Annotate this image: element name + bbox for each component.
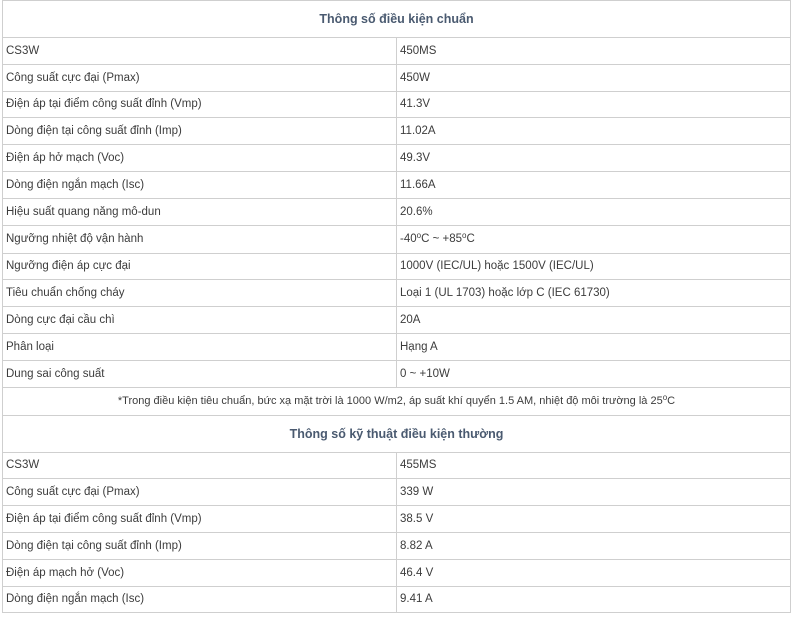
- table-row: [3, 91, 791, 118]
- row-value: 11.66A: [397, 171, 791, 198]
- table-row: [3, 64, 791, 91]
- table-row: [3, 38, 791, 65]
- degree-sup: o: [462, 231, 467, 241]
- footnote-row: [3, 387, 791, 415]
- section-header-normal: [3, 415, 791, 452]
- table-row: [3, 280, 791, 307]
- row-label: Điện áp hở mạch (Voc): [3, 145, 397, 172]
- row-value: 11.02A: [397, 118, 791, 145]
- table-row: [3, 452, 791, 479]
- row-value: 450MS: [397, 38, 791, 65]
- value-part: C: [466, 233, 475, 246]
- section-header-standard: [3, 1, 791, 38]
- table-row: [3, 198, 791, 225]
- row-label: Dòng cực đại cầu chì: [3, 307, 397, 334]
- table-row: [3, 307, 791, 334]
- table-row: [3, 333, 791, 360]
- row-label: Dòng điện ngắn mạch (Isc): [3, 586, 397, 613]
- degree-sup: o: [416, 231, 422, 241]
- row-label: Điện áp tại điểm công suất đỉnh (Vmp): [3, 506, 397, 533]
- table-row: [3, 225, 791, 253]
- degree-sup: o: [662, 393, 668, 403]
- table-row: [3, 479, 791, 506]
- value-part: -40: [400, 233, 417, 246]
- row-label: Dung sai công suất: [3, 360, 397, 387]
- row-label: Công suất cực đại (Pmax): [3, 479, 397, 506]
- section-title: Thông số kỹ thuật điều kiện thường: [3, 415, 791, 452]
- value-part: C ~ +85: [421, 233, 462, 246]
- row-value: 20.6%: [397, 198, 791, 225]
- row-value: 0 ~ +10W: [397, 360, 791, 387]
- row-label: CS3W: [3, 452, 397, 479]
- row-label: CS3W: [3, 38, 397, 65]
- table-row: [3, 360, 791, 387]
- row-value: 339 W: [397, 479, 791, 506]
- row-label: Ngưỡng điện áp cực đại: [3, 253, 397, 280]
- row-label: Dòng điện tại công suất đỉnh (Imp): [3, 118, 397, 145]
- table-row: [3, 118, 791, 145]
- table-row: [3, 586, 791, 613]
- row-label: Công suất cực đại (Pmax): [3, 64, 397, 91]
- row-label: Điện áp tại điểm công suất đỉnh (Vmp): [3, 91, 397, 118]
- table-row: [3, 532, 791, 559]
- row-value: 9.41 A: [397, 586, 791, 613]
- table-row: [3, 171, 791, 198]
- row-label: Tiêu chuẩn chống cháy: [3, 280, 397, 307]
- row-label: Hiệu suất quang năng mô-dun: [3, 198, 397, 225]
- row-value: 20A: [397, 307, 791, 334]
- table-row: [3, 506, 791, 533]
- footnote-text: *Trong điều kiện tiêu chuẩn, bức xạ mặt trời là 1000 W/m2, áp suất khí quyển 1.5 AM, nhiệt độ môi trường là 25: [117, 395, 663, 408]
- row-value: 8.82 A: [397, 532, 791, 559]
- row-value: 1000V (IEC/UL) hoặc 1500V (IEC/UL): [397, 253, 791, 280]
- table-row: [3, 253, 791, 280]
- spec-table: [2, 0, 791, 613]
- row-label: Ngưỡng nhiệt độ vận hành: [3, 225, 397, 253]
- row-value: 41.3V: [397, 91, 791, 118]
- row-value: 455MS: [397, 452, 791, 479]
- footnote-unit: C: [667, 395, 676, 408]
- table-row: [3, 559, 791, 586]
- row-value: Hạng A: [397, 333, 791, 360]
- row-value-temperature: [397, 225, 791, 253]
- row-label: Dòng điện tại công suất đỉnh (Imp): [3, 532, 397, 559]
- table-row: [3, 145, 791, 172]
- row-label: Điện áp mạch hở (Voc): [3, 559, 397, 586]
- row-label: Dòng điện ngắn mạch (Isc): [3, 171, 397, 198]
- row-value: 46.4 V: [397, 559, 791, 586]
- footnote: [3, 387, 791, 415]
- row-value: 450W: [397, 64, 791, 91]
- row-value: Loại 1 (UL 1703) hoặc lớp C (IEC 61730): [397, 280, 791, 307]
- row-value: 49.3V: [397, 145, 791, 172]
- row-value: 38.5 V: [397, 506, 791, 533]
- section-title: Thông số điều kiện chuẩn: [3, 1, 791, 38]
- row-label: Phân loại: [3, 333, 397, 360]
